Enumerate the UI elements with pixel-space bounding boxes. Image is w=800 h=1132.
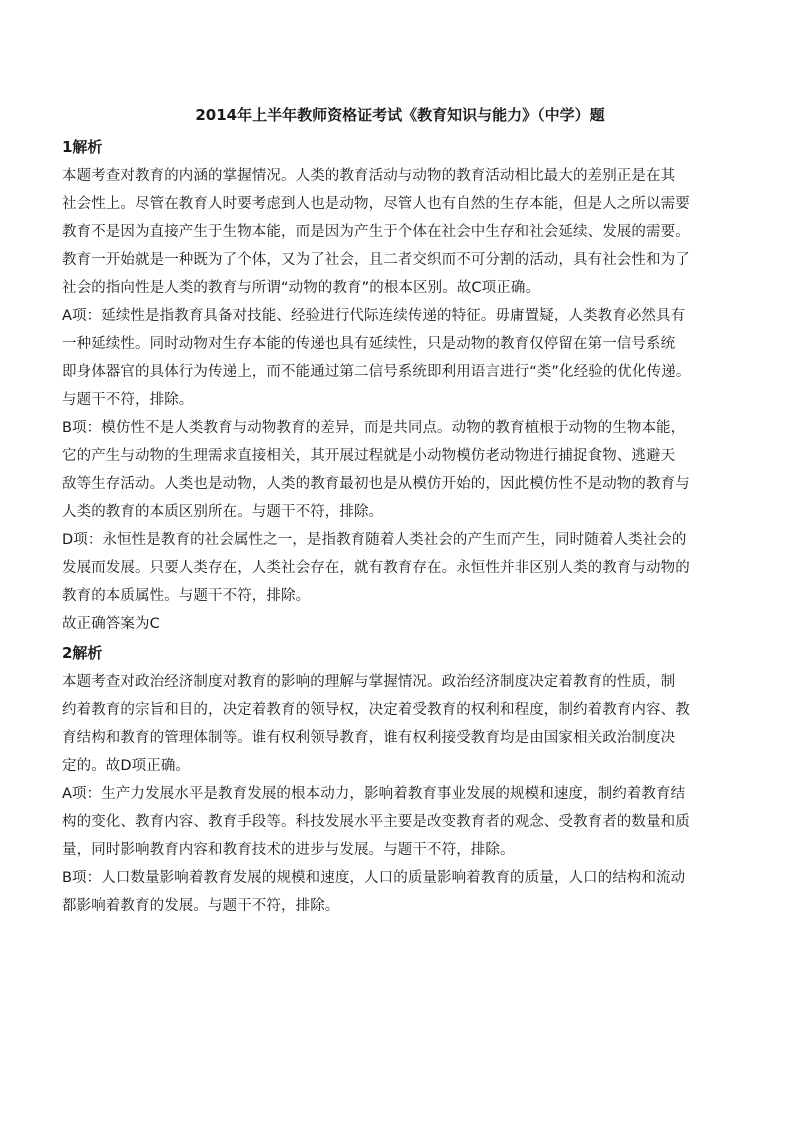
text-line: 它的产生与动物的生理需求直接相关，其开展过程就是小动物模仿老动物进行捕捉食物、逃避天 (62, 448, 676, 464)
paragraph (62, 162, 742, 302)
section-heading: 1解析 (62, 138, 103, 156)
text-line: 育结构和教育的管理体制等。谁有权利领导教育，谁有权利接受教育均是由国家相关政治制度决 (62, 730, 676, 746)
text-line: 教育一开始就是一种既为了个体，又为了社会，且二者交织而不可分割的活动，具有社会性和为了 (62, 252, 690, 268)
paragraph (62, 302, 742, 414)
text-line: 定的。故D项正确。 (62, 758, 191, 774)
text-line: 都影响着教育的发展。与题干不符，排除。 (62, 898, 340, 914)
text-line: 教育的本质属性。与题干不符，排除。 (62, 588, 311, 604)
paragraph (62, 610, 742, 638)
text-line: B项：人口数量影响着教育发展的规模和速度，人口的质量影响着教育的质量，人口的结构和流动 (62, 870, 686, 886)
text-line: 即身体器官的具体行为传递上，而不能通过第二信号系统即利用语言进行“类”化经验的优化传递。 (62, 364, 691, 380)
document-title: 2014年上半年教师资格证考试《教育知识与能力》（中学）题 (195, 106, 605, 124)
text-line: A项：延续性是指教育具备对技能、经验进行代际连续传递的特征。毋庸置疑，人类教育必然具有 (62, 308, 686, 324)
section-heading: 2解析 (62, 644, 103, 662)
text-line: A项：生产力发展水平是教育发展的根本动力，影响着教育事业发展的规模和速度，制约着教育结 (62, 786, 686, 802)
text-line: 社会的指向性是人类的教育与所谓“动物的教育”的根本区别。故C项正确。 (62, 280, 541, 296)
paragraph (62, 668, 742, 780)
text-line: 构的变化、教育内容、教育手段等。科技发展水平主要是改变教育者的观念、受教育者的数量和质 (62, 814, 690, 830)
paragraph (62, 864, 742, 920)
text-line: 社会性上。尽管在教育人时要考虑到人也是动物，尽管人也有自然的生存本能，但是人之所以需要 (62, 196, 690, 212)
text-line: B项：模仿性不是人类教育与动物教育的差异，而是共同点。动物的教育植根于动物的生物本能， (62, 420, 686, 436)
text-line: 与题干不符，排除。 (62, 392, 194, 408)
document-body (62, 132, 742, 920)
text-line: 约着教育的宗旨和目的，决定着教育的领导权，决定着受教育的权利和程度，制约着教育内容、教 (62, 702, 690, 718)
paragraph (62, 414, 742, 526)
text-line: 敌等生存活动。人类也是动物，人类的教育最初也是从模仿开始的，因此模仿性不是动物的教育与 (62, 476, 690, 492)
text-line: 故正确答案为C (62, 616, 160, 632)
text-line: 本题考查对教育的内涵的掌握情况。人类的教育活动与动物的教育活动相比最大的差别正是在其 (62, 168, 676, 184)
text-line: 发展而发展。只要人类存在，人类社会存在，就有教育存在。永恒性并非区别人类的教育与动物的 (62, 560, 690, 576)
text-line: 人类的教育的本质区别所在。与题干不符，排除。 (62, 504, 384, 520)
text-line: D项：永恒性是教育的社会属性之一，是指教育随着人类社会的产生而产生，同时随着人类社会的 (62, 532, 687, 548)
text-line: 量，同时影响教育内容和教育技术的进步与发展。与题干不符，排除。 (62, 842, 515, 858)
text-line: 一种延续性。同时动物对生存本能的传递也具有延续性，只是动物的教育仅停留在第一信号系统 (62, 336, 676, 352)
paragraph (62, 526, 742, 610)
paragraph (62, 780, 742, 864)
text-line: 本题考查对政治经济制度对教育的影响的理解与掌握情况。政治经济制度决定着教育的性质，制 (62, 674, 676, 690)
text-line: 教育不是因为直接产生于生物本能，而是因为产生于个体在社会中生存和社会延续、发展的需要。 (62, 224, 690, 240)
